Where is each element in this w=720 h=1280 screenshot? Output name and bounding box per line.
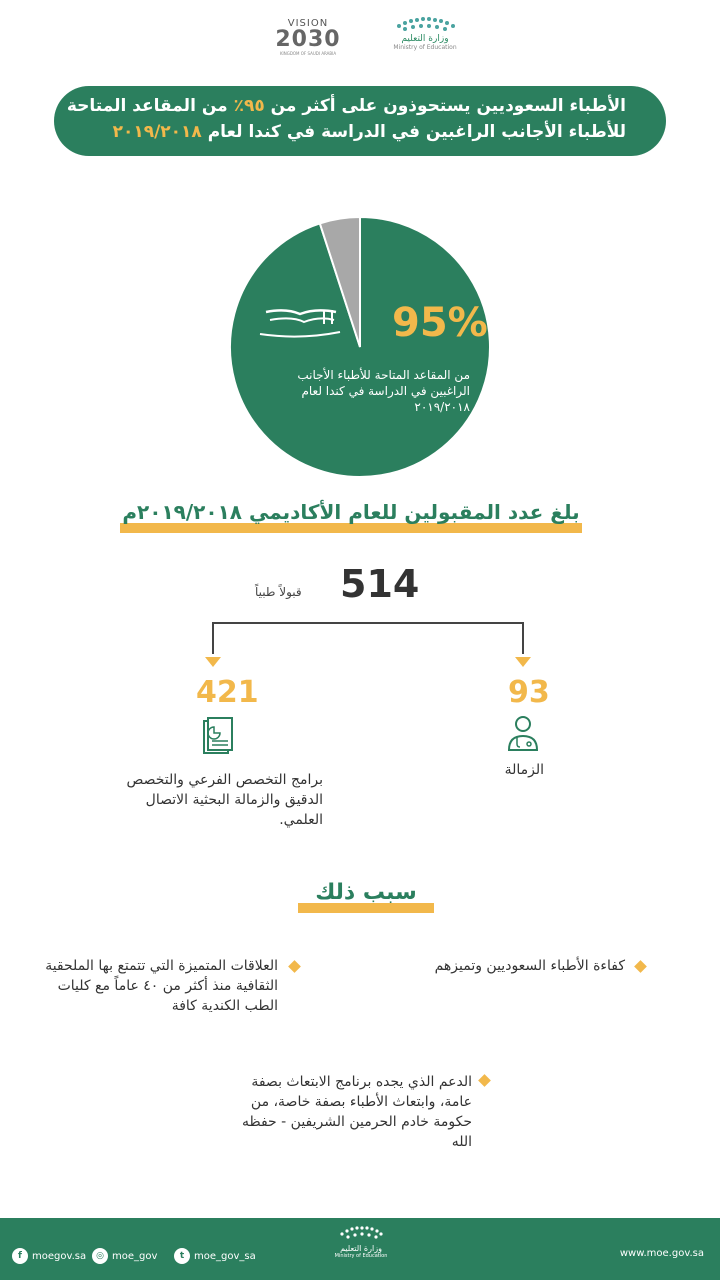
moe-arabic: وزارة التعليم	[401, 34, 449, 44]
document-chart-icon	[200, 717, 236, 757]
pie-percent-label: 95%	[392, 300, 488, 346]
banner-line-1: الأطباء السعوديين يستحوذون على أكثر من ٩٥٪ من المقاعد المتاحة	[66, 96, 626, 116]
arrow-down-right-icon	[515, 657, 531, 667]
footer-twitter[interactable]	[174, 1248, 256, 1264]
branch-left-line	[212, 622, 214, 654]
footer-instagram[interactable]	[92, 1248, 157, 1264]
reason-item-2: كفاءة الأطباء السعوديين وتميزهم	[434, 958, 625, 974]
facebook-handle: moegov.sa	[32, 1250, 87, 1262]
reason-item-3: الدعم الذي يجده برنامج الابتعاث بصفة عامة، وابتعاث الأطباء بصفة خاصة، من حكومة خادم الحرمين الشريفين - حفظه الله	[241, 1074, 472, 1150]
moe-dots-icon	[393, 14, 457, 32]
sword-icon	[256, 304, 344, 340]
footer	[0, 1218, 720, 1280]
vision-title: VISION	[287, 18, 329, 29]
branch-right-label: الزمالة	[504, 762, 544, 778]
instagram-icon: ◎	[92, 1248, 108, 1264]
twitter-icon: t	[174, 1248, 190, 1264]
reason-title: سبب ذلك	[315, 880, 417, 905]
moe-english: Ministry of Education	[393, 44, 457, 51]
facebook-icon: f	[12, 1248, 28, 1264]
branch-left-label: برامج التخصص الفرعي والتخصص الدقيق والزمالة البحثية الاتصال العلمي.	[126, 772, 323, 828]
section-underline	[120, 523, 582, 533]
doctor-icon	[505, 714, 541, 752]
banner-line-2: للأطباء الأجانب الراغبين في الدراسة في كندا لعام ٢٠١٩/٢٠١٨	[112, 122, 626, 142]
title-banner	[54, 86, 666, 156]
bullet-diamond-icon	[478, 1074, 491, 1087]
reason-item-1: العلاقات المتميزة التي تتمتع بها الملحقية الثقافية منذ أكثر من ٤٠ عاماً مع كليات الطب الكندية كافة	[45, 958, 278, 1014]
total-value: 514	[340, 562, 420, 606]
pie-caption: من المقاعد المتاحة للأطباء الأجانب الراغبين في الدراسة في كندا لعام ٢٠١٩/٢٠١٨	[297, 368, 470, 414]
vision-sub: KINGDOM OF SAUDI ARABIA	[279, 51, 337, 56]
branch-left-value: 421	[196, 675, 259, 710]
branch-right-value: 93	[508, 675, 550, 710]
vision-2030-logo	[268, 18, 348, 66]
moe-logo	[385, 14, 465, 68]
footer-logo-en: Ministry of Education	[334, 1253, 388, 1259]
branch-horizontal-line	[212, 622, 524, 624]
footer-facebook[interactable]	[12, 1248, 86, 1264]
footer-website[interactable]	[620, 1248, 704, 1259]
website-url: www.moe.gov.sa	[619, 1248, 704, 1259]
arrow-down-left-icon	[205, 657, 221, 667]
twitter-handle: moe_gov_sa	[194, 1250, 256, 1262]
bullet-diamond-icon	[288, 960, 301, 973]
footer-moe-logo	[330, 1224, 392, 1274]
footer-logo-ar: وزارة التعليم	[340, 1244, 382, 1253]
branch-right-line	[522, 622, 524, 654]
flag-emblem	[256, 304, 344, 340]
pie-chart	[228, 215, 492, 479]
pie-svg	[228, 215, 492, 479]
moe-dots-icon	[338, 1224, 384, 1240]
section-title: بلغ عدد المقبولين للعام الأكاديمي ٢٠١٩/٢٠١٨م	[122, 500, 580, 524]
instagram-handle: moe_gov	[112, 1250, 158, 1262]
bullet-diamond-icon	[634, 960, 647, 973]
vision-year: 2030	[275, 27, 341, 52]
total-label: قبولاً طبياً	[255, 585, 302, 599]
